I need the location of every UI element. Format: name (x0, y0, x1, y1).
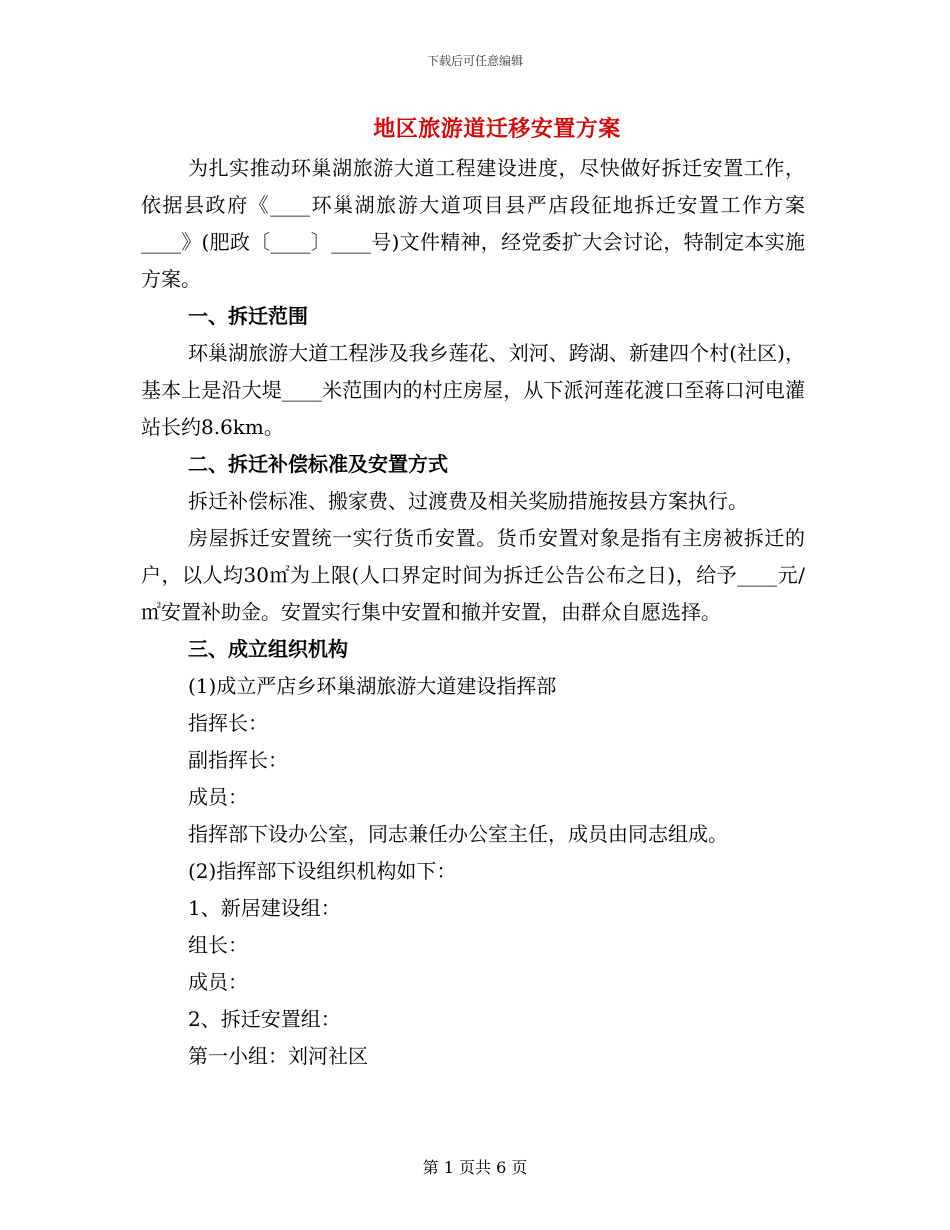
paragraph-hq: (1)成立严店乡环巢湖旅游大道建设指挥部 (188, 674, 557, 698)
paragraph-group-1-leader: 组长： (188, 933, 248, 957)
paragraph-compensation: 拆迁补偿标准、搬家费、过渡费及相关奖励措施按县方案执行。 (188, 489, 748, 513)
document-body (141, 150, 805, 1075)
paragraph-office: 指挥部下设办公室，同志兼任办公室主任，成员由同志组成。 (188, 822, 728, 846)
paragraph-intro: 为扎实推动环巢湖旅游大道工程建设进度，尽快做好拆迁安置工作，依据县政府《____环巢湖旅游大道项目县严店段征地拆迁安置工作方案____》(肥政〔____〕____号)文件精神，经党委扩大会讨论，特制定本实施方案。 (141, 156, 805, 291)
paragraph-group-2: 2、拆迁安置组： (188, 1007, 341, 1031)
paragraph-org-structure: (2)指挥部下设组织机构如下： (188, 859, 457, 883)
paragraph-group-1: 1、新居建设组： (188, 896, 341, 920)
paragraph-resettlement: 房屋拆迁安置统一实行货币安置。货币安置对象是指有主房被拆迁的户，以人均30㎡为上限(人口界定时间为拆迁公告公布之日)，给予____元/㎡安置补助金。安置实行集中安置和撤并安置，由群众自愿选择。 (141, 526, 805, 624)
section-heading-2: 二、拆迁补偿标准及安置方式 (188, 452, 448, 476)
document-title: 地区旅游道迁移安置方案 (373, 116, 621, 142)
paragraph-commander: 指挥长： (188, 711, 268, 735)
section-heading-1: 一、拆迁范围 (188, 304, 308, 328)
paragraph-group-1-members: 成员： (188, 970, 248, 994)
paragraph-deputy-commander: 副指挥长： (188, 748, 288, 772)
page-footer: 第 1 页共 6 页 (422, 1158, 528, 1177)
section-heading-3: 三、成立组织机构 (188, 637, 348, 661)
paragraph-members: 成员： (188, 785, 248, 809)
paragraph-scope: 环巢湖旅游大道工程涉及我乡莲花、刘河、跨湖、新建四个村(社区)，基本上是沿大堤____米范围内的村庄房屋，从下派河莲花渡口至蒋口河电灌站长约8.6km。 (141, 341, 805, 439)
paragraph-subgroup-1: 第一小组：刘河社区 (188, 1044, 368, 1068)
page-header: 下载后可任意编辑 (426, 54, 523, 68)
